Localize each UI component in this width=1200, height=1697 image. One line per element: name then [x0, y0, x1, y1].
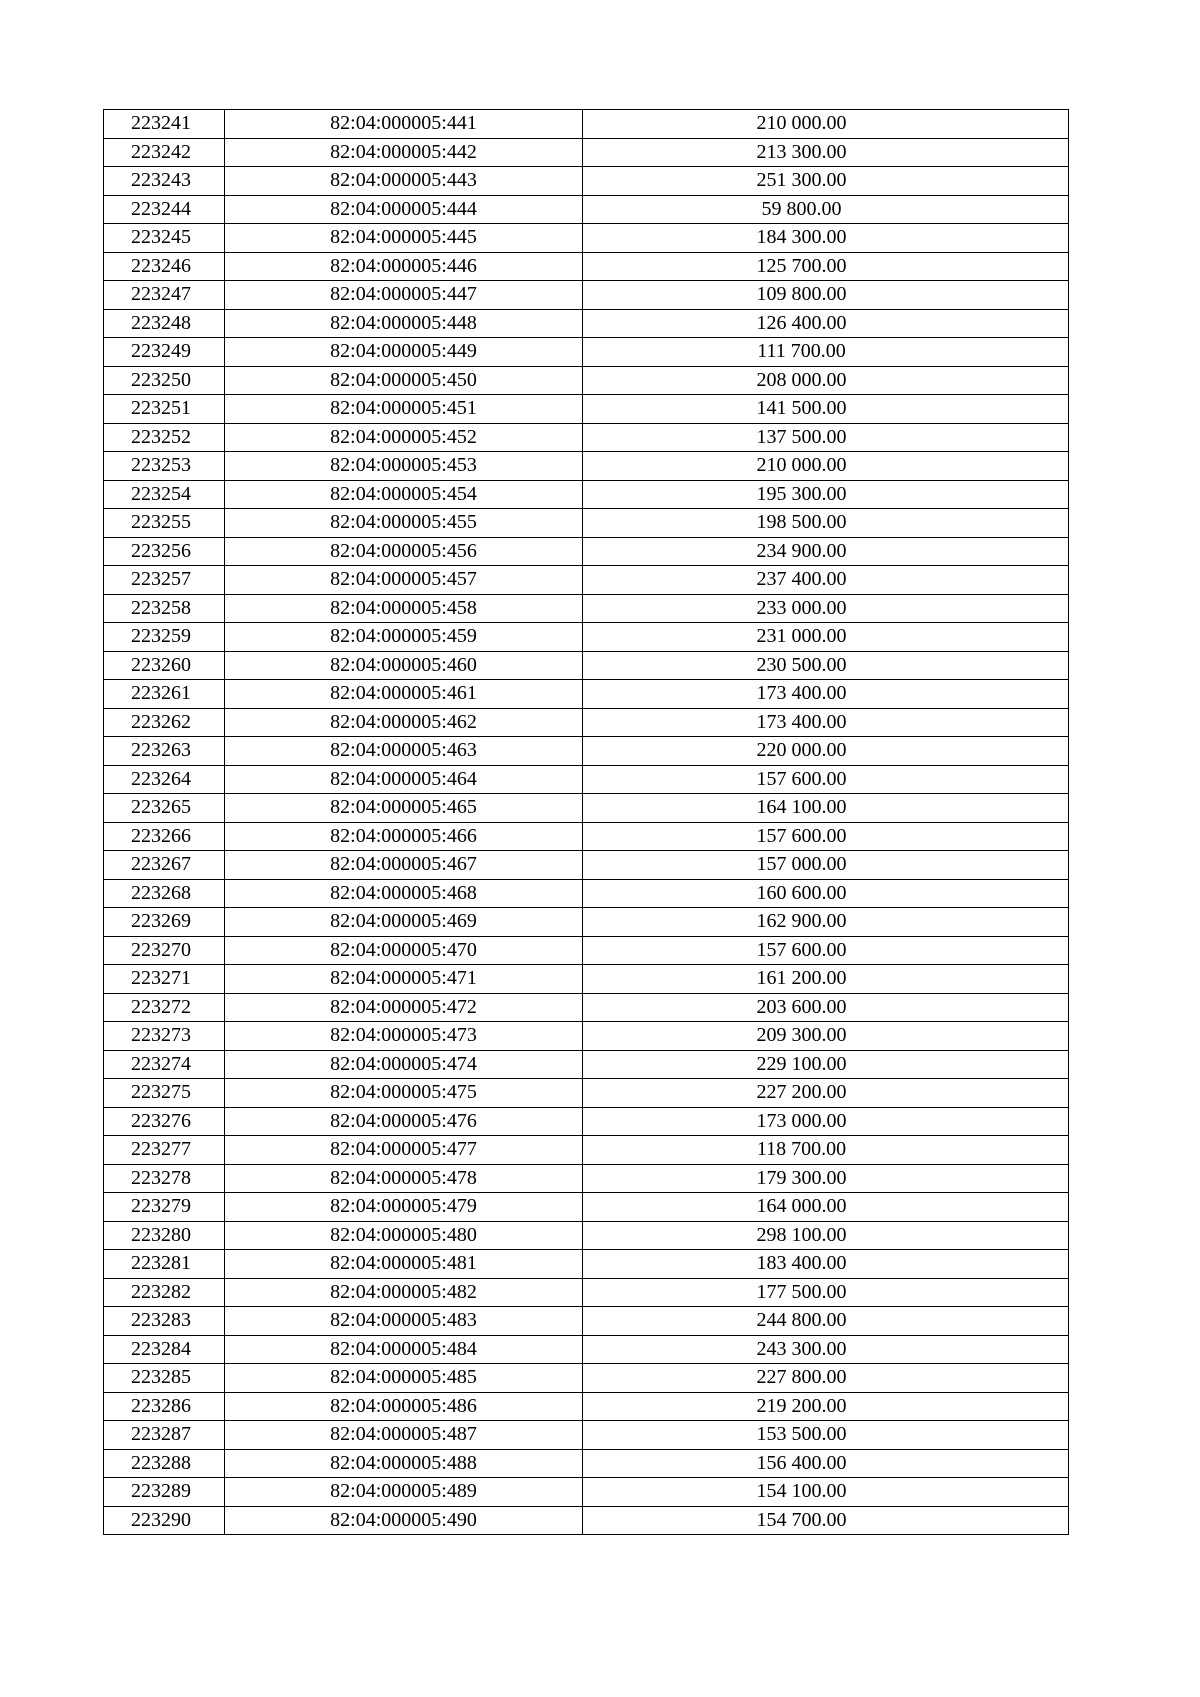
table-row	[104, 908, 1069, 937]
cadastral-number-cell: 82:04:000005:451	[225, 395, 583, 424]
table-row	[104, 309, 1069, 338]
cadastral-number-cell: 82:04:000005:473	[225, 1022, 583, 1051]
cadastral-number-cell: 82:04:000005:446	[225, 252, 583, 281]
cadastral-number-cell: 82:04:000005:478	[225, 1164, 583, 1193]
cadastral-number-cell: 82:04:000005:477	[225, 1136, 583, 1165]
table-row	[104, 1335, 1069, 1364]
cadastral-value-cell: 195 300.00	[583, 480, 1069, 509]
cadastral-value-cell: 154 700.00	[583, 1506, 1069, 1535]
cadastral-number-cell: 82:04:000005:467	[225, 851, 583, 880]
cadastral-number-cell: 82:04:000005:474	[225, 1050, 583, 1079]
table-row	[104, 395, 1069, 424]
cadastral-number-cell: 82:04:000005:457	[225, 566, 583, 595]
row-number-cell: 223256	[104, 537, 225, 566]
table-body	[104, 110, 1069, 1535]
cadastral-value-cell: 227 800.00	[583, 1364, 1069, 1393]
cadastral-number-cell: 82:04:000005:479	[225, 1193, 583, 1222]
row-number-cell: 223261	[104, 680, 225, 709]
cadastral-value-cell: 244 800.00	[583, 1307, 1069, 1336]
cadastral-value-cell: 183 400.00	[583, 1250, 1069, 1279]
cadastral-number-cell: 82:04:000005:486	[225, 1392, 583, 1421]
table-row	[104, 281, 1069, 310]
table-row	[104, 680, 1069, 709]
cadastral-value-cell: 203 600.00	[583, 993, 1069, 1022]
cadastral-value-cell: 220 000.00	[583, 737, 1069, 766]
row-number-cell: 223278	[104, 1164, 225, 1193]
cadastral-value-cell: 298 100.00	[583, 1221, 1069, 1250]
cadastral-value-cell: 59 800.00	[583, 195, 1069, 224]
row-number-cell: 223246	[104, 252, 225, 281]
table-row	[104, 423, 1069, 452]
cadastral-number-cell: 82:04:000005:460	[225, 651, 583, 680]
table-row	[104, 1449, 1069, 1478]
cadastral-number-cell: 82:04:000005:470	[225, 936, 583, 965]
cadastral-number-cell: 82:04:000005:481	[225, 1250, 583, 1279]
row-number-cell: 223262	[104, 708, 225, 737]
cadastral-number-cell: 82:04:000005:487	[225, 1421, 583, 1450]
cadastral-value-cell: 157 600.00	[583, 936, 1069, 965]
cadastral-value-cell: 210 000.00	[583, 110, 1069, 139]
cadastral-value-cell: 231 000.00	[583, 623, 1069, 652]
row-number-cell: 223258	[104, 594, 225, 623]
table-row	[104, 708, 1069, 737]
cadastral-value-cell: 243 300.00	[583, 1335, 1069, 1364]
cadastral-number-cell: 82:04:000005:443	[225, 167, 583, 196]
cadastral-number-cell: 82:04:000005:444	[225, 195, 583, 224]
cadastral-value-cell: 164 000.00	[583, 1193, 1069, 1222]
table-row	[104, 1278, 1069, 1307]
table-row	[104, 138, 1069, 167]
row-number-cell: 223265	[104, 794, 225, 823]
table-row	[104, 1392, 1069, 1421]
cadastral-value-cell: 230 500.00	[583, 651, 1069, 680]
cadastral-value-cell: 109 800.00	[583, 281, 1069, 310]
cadastral-value-cell: 156 400.00	[583, 1449, 1069, 1478]
cadastral-value-cell: 125 700.00	[583, 252, 1069, 281]
row-number-cell: 223271	[104, 965, 225, 994]
row-number-cell: 223266	[104, 822, 225, 851]
row-number-cell: 223244	[104, 195, 225, 224]
row-number-cell: 223277	[104, 1136, 225, 1165]
row-number-cell: 223288	[104, 1449, 225, 1478]
cadastral-number-cell: 82:04:000005:452	[225, 423, 583, 452]
cadastral-number-cell: 82:04:000005:468	[225, 879, 583, 908]
cadastral-value-cell: 229 100.00	[583, 1050, 1069, 1079]
row-number-cell: 223273	[104, 1022, 225, 1051]
row-number-cell: 223255	[104, 509, 225, 538]
cadastral-value-cell: 111 700.00	[583, 338, 1069, 367]
cadastral-value-cell: 173 400.00	[583, 708, 1069, 737]
row-number-cell: 223283	[104, 1307, 225, 1336]
table-row	[104, 452, 1069, 481]
cadastral-number-cell: 82:04:000005:459	[225, 623, 583, 652]
row-number-cell: 223272	[104, 993, 225, 1022]
table-row	[104, 167, 1069, 196]
table-row	[104, 252, 1069, 281]
cadastral-number-cell: 82:04:000005:463	[225, 737, 583, 766]
cadastral-value-cell: 141 500.00	[583, 395, 1069, 424]
row-number-cell: 223289	[104, 1478, 225, 1507]
cadastral-value-cell: 157 000.00	[583, 851, 1069, 880]
cadastral-value-cell: 177 500.00	[583, 1278, 1069, 1307]
cadastral-value-cell: 161 200.00	[583, 965, 1069, 994]
cadastral-number-cell: 82:04:000005:484	[225, 1335, 583, 1364]
cadastral-value-table	[103, 109, 1069, 1535]
cadastral-value-cell: 157 600.00	[583, 765, 1069, 794]
table-row	[104, 1307, 1069, 1336]
cadastral-value-cell: 160 600.00	[583, 879, 1069, 908]
row-number-cell: 223281	[104, 1250, 225, 1279]
table-row	[104, 1250, 1069, 1279]
cadastral-number-cell: 82:04:000005:472	[225, 993, 583, 1022]
table-row	[104, 480, 1069, 509]
cadastral-number-cell: 82:04:000005:464	[225, 765, 583, 794]
cadastral-value-cell: 210 000.00	[583, 452, 1069, 481]
cadastral-value-cell: 198 500.00	[583, 509, 1069, 538]
cadastral-number-cell: 82:04:000005:441	[225, 110, 583, 139]
row-number-cell: 223259	[104, 623, 225, 652]
table-row	[104, 737, 1069, 766]
cadastral-number-cell: 82:04:000005:449	[225, 338, 583, 367]
cadastral-number-cell: 82:04:000005:454	[225, 480, 583, 509]
cadastral-value-cell: 219 200.00	[583, 1392, 1069, 1421]
row-number-cell: 223253	[104, 452, 225, 481]
cadastral-number-cell: 82:04:000005:448	[225, 309, 583, 338]
cadastral-number-cell: 82:04:000005:462	[225, 708, 583, 737]
row-number-cell: 223267	[104, 851, 225, 880]
cadastral-value-cell: 184 300.00	[583, 224, 1069, 253]
row-number-cell: 223241	[104, 110, 225, 139]
cadastral-number-cell: 82:04:000005:442	[225, 138, 583, 167]
cadastral-value-cell: 173 000.00	[583, 1107, 1069, 1136]
row-number-cell: 223276	[104, 1107, 225, 1136]
row-number-cell: 223247	[104, 281, 225, 310]
row-number-cell: 223251	[104, 395, 225, 424]
table-row	[104, 537, 1069, 566]
row-number-cell: 223252	[104, 423, 225, 452]
table-row	[104, 879, 1069, 908]
row-number-cell: 223280	[104, 1221, 225, 1250]
row-number-cell: 223270	[104, 936, 225, 965]
cadastral-value-cell: 137 500.00	[583, 423, 1069, 452]
cadastral-number-cell: 82:04:000005:489	[225, 1478, 583, 1507]
table-row	[104, 195, 1069, 224]
cadastral-value-cell: 237 400.00	[583, 566, 1069, 595]
table-row	[104, 509, 1069, 538]
table-row	[104, 794, 1069, 823]
cadastral-number-cell: 82:04:000005:458	[225, 594, 583, 623]
table-row	[104, 965, 1069, 994]
table-row	[104, 1136, 1069, 1165]
table-row	[104, 1107, 1069, 1136]
table-row	[104, 1164, 1069, 1193]
row-number-cell: 223243	[104, 167, 225, 196]
row-number-cell: 223250	[104, 366, 225, 395]
cadastral-number-cell: 82:04:000005:461	[225, 680, 583, 709]
cadastral-number-cell: 82:04:000005:476	[225, 1107, 583, 1136]
cadastral-value-cell: 233 000.00	[583, 594, 1069, 623]
table-row	[104, 936, 1069, 965]
row-number-cell: 223287	[104, 1421, 225, 1450]
row-number-cell: 223268	[104, 879, 225, 908]
table-row	[104, 1221, 1069, 1250]
row-number-cell: 223290	[104, 1506, 225, 1535]
cadastral-number-cell: 82:04:000005:456	[225, 537, 583, 566]
table-row	[104, 1478, 1069, 1507]
cadastral-number-cell: 82:04:000005:469	[225, 908, 583, 937]
table-row	[104, 110, 1069, 139]
table-row	[104, 1421, 1069, 1450]
cadastral-value-cell: 164 100.00	[583, 794, 1069, 823]
table-row	[104, 366, 1069, 395]
row-number-cell: 223284	[104, 1335, 225, 1364]
cadastral-number-cell: 82:04:000005:455	[225, 509, 583, 538]
table-row	[104, 1364, 1069, 1393]
row-number-cell: 223245	[104, 224, 225, 253]
row-number-cell: 223285	[104, 1364, 225, 1393]
cadastral-number-cell: 82:04:000005:490	[225, 1506, 583, 1535]
row-number-cell: 223263	[104, 737, 225, 766]
cadastral-value-cell: 209 300.00	[583, 1022, 1069, 1051]
table-row	[104, 822, 1069, 851]
cadastral-number-cell: 82:04:000005:445	[225, 224, 583, 253]
table-row	[104, 594, 1069, 623]
cadastral-value-cell: 234 900.00	[583, 537, 1069, 566]
cadastral-number-cell: 82:04:000005:488	[225, 1449, 583, 1478]
row-number-cell: 223254	[104, 480, 225, 509]
cadastral-value-cell: 227 200.00	[583, 1079, 1069, 1108]
table-row	[104, 1193, 1069, 1222]
cadastral-number-cell: 82:04:000005:466	[225, 822, 583, 851]
cadastral-value-cell: 154 100.00	[583, 1478, 1069, 1507]
row-number-cell: 223275	[104, 1079, 225, 1108]
table-row	[104, 224, 1069, 253]
row-number-cell: 223274	[104, 1050, 225, 1079]
table-row	[104, 1079, 1069, 1108]
cadastral-number-cell: 82:04:000005:483	[225, 1307, 583, 1336]
row-number-cell: 223249	[104, 338, 225, 367]
row-number-cell: 223269	[104, 908, 225, 937]
cadastral-number-cell: 82:04:000005:475	[225, 1079, 583, 1108]
cadastral-value-cell: 157 600.00	[583, 822, 1069, 851]
row-number-cell: 223242	[104, 138, 225, 167]
cadastral-number-cell: 82:04:000005:485	[225, 1364, 583, 1393]
table-row	[104, 566, 1069, 595]
row-number-cell: 223282	[104, 1278, 225, 1307]
table-row	[104, 623, 1069, 652]
table-row	[104, 993, 1069, 1022]
cadastral-value-cell: 118 700.00	[583, 1136, 1069, 1165]
row-number-cell: 223279	[104, 1193, 225, 1222]
cadastral-number-cell: 82:04:000005:447	[225, 281, 583, 310]
table-row	[104, 1022, 1069, 1051]
row-number-cell: 223264	[104, 765, 225, 794]
row-number-cell: 223286	[104, 1392, 225, 1421]
table-row	[104, 851, 1069, 880]
row-number-cell: 223257	[104, 566, 225, 595]
table-row	[104, 338, 1069, 367]
cadastral-value-cell: 208 000.00	[583, 366, 1069, 395]
cadastral-value-cell: 162 900.00	[583, 908, 1069, 937]
cadastral-value-cell: 153 500.00	[583, 1421, 1069, 1450]
cadastral-value-cell: 213 300.00	[583, 138, 1069, 167]
cadastral-value-cell: 251 300.00	[583, 167, 1069, 196]
cadastral-value-cell: 173 400.00	[583, 680, 1069, 709]
row-number-cell: 223260	[104, 651, 225, 680]
cadastral-number-cell: 82:04:000005:471	[225, 965, 583, 994]
cadastral-number-cell: 82:04:000005:450	[225, 366, 583, 395]
cadastral-number-cell: 82:04:000005:453	[225, 452, 583, 481]
cadastral-number-cell: 82:04:000005:482	[225, 1278, 583, 1307]
cadastral-value-cell: 179 300.00	[583, 1164, 1069, 1193]
table-row	[104, 1050, 1069, 1079]
table-row	[104, 765, 1069, 794]
cadastral-number-cell: 82:04:000005:480	[225, 1221, 583, 1250]
cadastral-value-cell: 126 400.00	[583, 309, 1069, 338]
table-row	[104, 651, 1069, 680]
row-number-cell: 223248	[104, 309, 225, 338]
cadastral-number-cell: 82:04:000005:465	[225, 794, 583, 823]
table-row	[104, 1506, 1069, 1535]
